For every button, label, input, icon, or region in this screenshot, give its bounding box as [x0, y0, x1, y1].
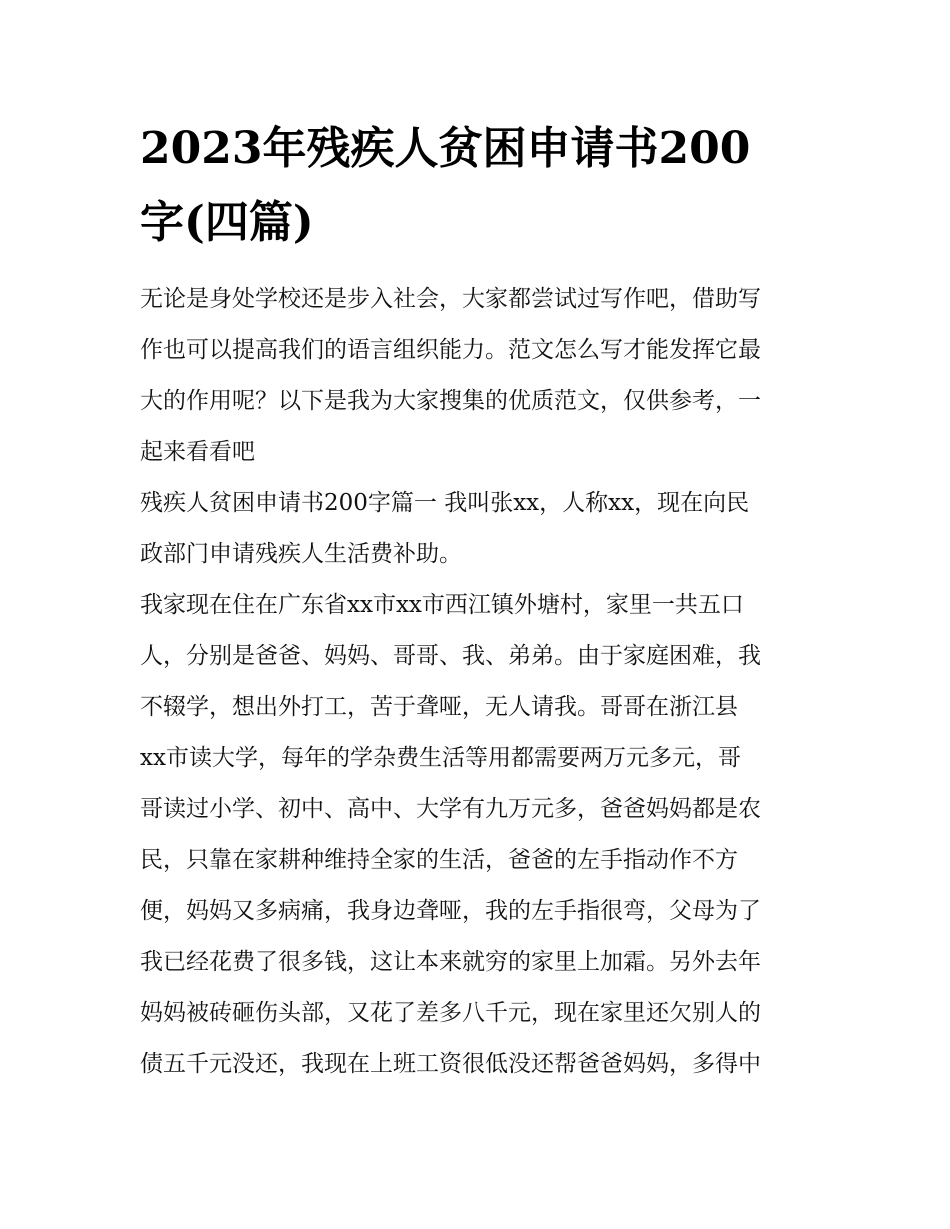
- family-situation-paragraph: [140, 580, 812, 1090]
- title-line: 字(四篇): [140, 197, 314, 248]
- document-body: [140, 274, 812, 1090]
- text-line: 我已经花费了很多钱，这让本来就穷的家里上加霜。另外去年: [140, 949, 761, 975]
- text-line: 哥读过小学、初中、高中、大学有九万元多，爸爸妈妈都是农: [140, 796, 761, 822]
- text-line: 妈妈被砖砸伤头部，又花了差多八千元，现在家里还欠别人的: [140, 1000, 761, 1026]
- intro-paragraph: [140, 274, 812, 478]
- text-line: 起来看看吧: [140, 439, 255, 465]
- text-line: 民，只靠在家耕种维持全家的生活，爸爸的左手指动作不方: [140, 847, 738, 873]
- text-line: 不辍学，想出外打工，苦于聋哑，无人请我。哥哥在浙江县: [140, 694, 738, 720]
- text-line: 作也可以提高我们的语言组织能力。范文怎么写才能发挥它最: [140, 337, 761, 363]
- text-line: 政部门申请残疾人生活费补助。: [140, 541, 462, 567]
- title-line: 2023年残疾人贫困申请书200: [140, 123, 751, 174]
- section-one-paragraph: [140, 478, 812, 580]
- text-line: 人，分别是爸爸、妈妈、哥哥、我、弟弟。由于家庭困难，我: [140, 643, 761, 669]
- text-line: 债五千元没还，我现在上班工资很低没还帮爸爸妈妈，多得中: [140, 1051, 761, 1077]
- document-title: [140, 112, 812, 260]
- document-content: [140, 112, 812, 1090]
- text-line: xx市读大学，每年的学杂费生活等用都需要两万元多元，哥: [140, 745, 741, 771]
- text-line: 残疾人贫困申请书200字篇一 我叫张xx，人称xx，现在向民: [140, 490, 750, 516]
- text-line: 我家现在住在广东省xx市xx市西江镇外塘村，家里一共五口: [140, 592, 744, 618]
- text-line: 无论是身处学校还是步入社会，大家都尝试过写作吧，借助写: [140, 286, 761, 312]
- text-line: 便，妈妈又多病痛，我身边聋哑，我的左手指很弯，父母为了: [140, 898, 761, 924]
- text-line: 大的作用呢？以下是我为大家搜集的优质范文，仅供参考，一: [140, 388, 761, 414]
